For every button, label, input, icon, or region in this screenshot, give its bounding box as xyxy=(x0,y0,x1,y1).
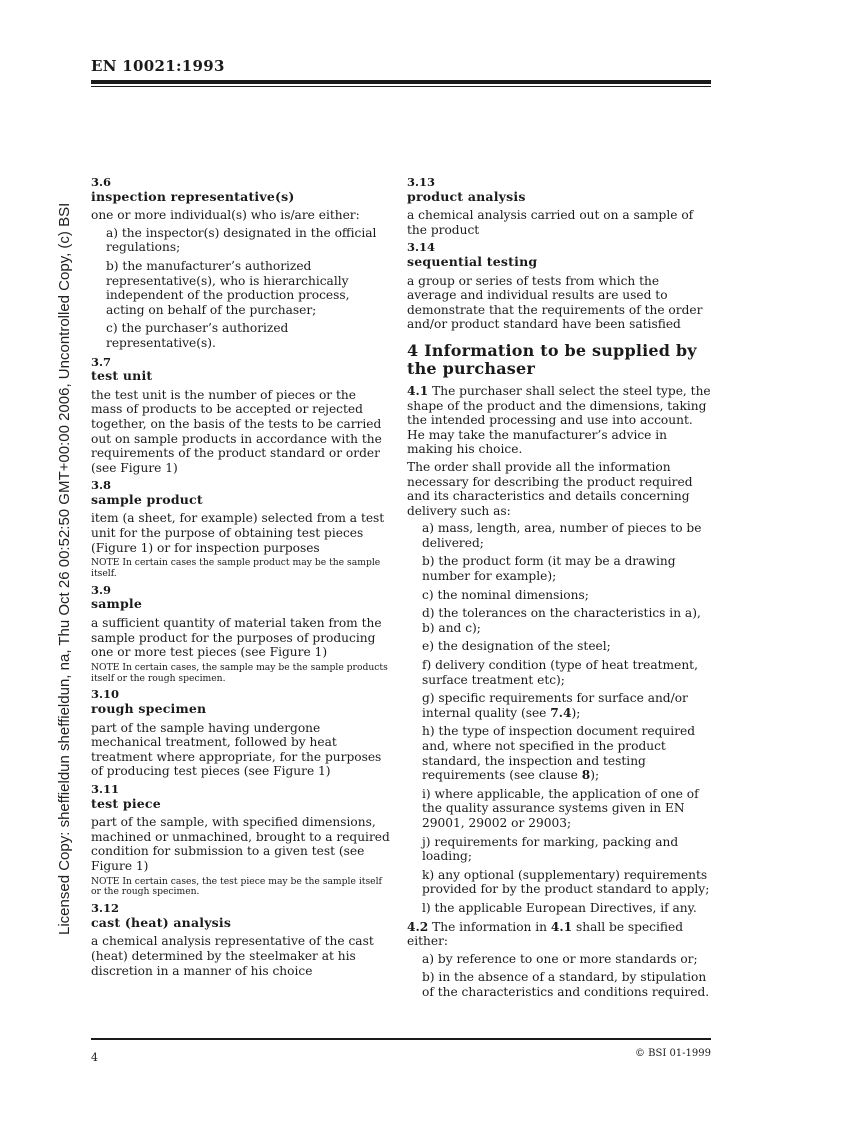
list-item: b) in the absence of a standard, by stipulation of the characteristics and conditions required. xyxy=(422,970,710,999)
section-3-10 xyxy=(91,687,390,779)
clause-heading: 4 Information to be supplied by the purchaser xyxy=(407,340,697,378)
paragraph-text: shall be specified either: xyxy=(407,919,684,949)
paragraph-number: 4.1 xyxy=(407,383,429,398)
list-item: c) the purchaser’s authorized representative(s). xyxy=(106,321,289,350)
page-number: 4 xyxy=(91,1051,98,1064)
item-text: ); xyxy=(571,705,581,720)
section-number: 3.14 xyxy=(407,240,436,255)
paragraph-number: 4.2 xyxy=(407,919,429,934)
term-title: sequential testing xyxy=(407,253,538,269)
term-title: sample product xyxy=(91,491,203,507)
definition-text: one or more individual(s) who is/are either: xyxy=(91,208,360,223)
definition-text: a group or series of tests from which the average and individual results are used to demonstrate that the requirements of the order and/or product standard have been satisfied xyxy=(407,273,703,332)
section-3-14 xyxy=(407,240,711,332)
section-number: 3.6 xyxy=(91,175,112,189)
footer-rule xyxy=(91,1038,711,1040)
list-item: c) the nominal dimensions; xyxy=(422,587,589,602)
list-item xyxy=(407,724,711,782)
note-text: NOTE In certain cases, the test piece may be the sample itself or the rough specimen. xyxy=(91,875,382,898)
term-title: product analysis xyxy=(407,188,526,204)
definition-text: a chemical analysis carried out on a sample of the product xyxy=(407,208,694,237)
list-item: a) the inspector(s) designated in the official regulations; xyxy=(106,225,377,255)
clause-4 xyxy=(407,342,711,1000)
list-item: a) mass, length, area, number of pieces to be delivered; xyxy=(422,521,702,550)
right-column xyxy=(407,172,711,1004)
note-text: NOTE In certain cases the sample product may be the sample itself. xyxy=(91,557,381,580)
list-item xyxy=(407,691,711,720)
section-number: 3.10 xyxy=(91,687,120,702)
list-item: l) the applicable European Directives, if any. xyxy=(422,900,697,915)
list-item: b) the product form (it may be a drawing number for example); xyxy=(422,554,676,584)
section-number: 3.13 xyxy=(407,175,436,189)
section-number: 3.11 xyxy=(91,781,120,796)
section-number: 3.8 xyxy=(91,478,112,493)
section-3-6 xyxy=(91,175,390,351)
paragraph-4-1 xyxy=(407,384,711,457)
section-3-7 xyxy=(91,355,390,476)
section-3-8 xyxy=(91,478,390,580)
list-item: f) delivery condition (type of heat treatment, surface treatment etc); xyxy=(422,658,698,687)
item-text: g) specific requirements for surface and/or internal quality (see xyxy=(422,691,688,720)
list-item: d) the tolerances on the characteristics in a), b) and c); xyxy=(422,606,701,635)
paragraph-4-2 xyxy=(407,920,711,949)
term-title: test unit xyxy=(91,368,153,384)
left-column xyxy=(91,172,390,981)
paragraph-text: The information in xyxy=(428,919,551,934)
clause-reference: 4.1 xyxy=(550,919,573,934)
clause-reference: 8 xyxy=(581,768,591,783)
document-id: EN 10021:1993 xyxy=(91,57,225,75)
definition-text: a sufficient quantity of material taken from the sample product for the purposes of producing one or more test pieces (see Figure 1) xyxy=(91,616,382,660)
definition-text: the test unit is the number of pieces or the mass of products to be accepted or rejected together, on the basis of the tests to be carried out on sample products in accordance with the requirements of the product standard or order (see Figure 1) xyxy=(91,387,382,475)
section-3-9 xyxy=(91,583,390,685)
clause-reference: 7.4 xyxy=(550,705,572,720)
copyright-notice: © BSI 01-1999 xyxy=(634,1048,711,1059)
note-text: NOTE In certain cases, the sample may be the sample products itself or the rough specimen. xyxy=(91,661,388,684)
header-rule-thick xyxy=(91,80,711,84)
term-title: inspection representative(s) xyxy=(91,188,295,204)
definition-text: a chemical analysis representative of the cast (heat) determined by the steelmaker at his discretion in a manner of his choice xyxy=(91,934,374,978)
term-title: test piece xyxy=(91,795,161,811)
definition-text: part of the sample having undergone mechanical treatment, followed by heat treatment where appropriate, for the purposes of producing test pieces (see Figure 1) xyxy=(91,720,382,779)
list-item: a) by reference to one or more standards or; xyxy=(422,951,698,966)
section-number: 3.7 xyxy=(91,354,112,369)
section-3-11 xyxy=(91,782,390,898)
license-watermark: Licensed Copy: sheffieldun sheffieldun, na, Thu Oct 26 00:52:50 GMT+00:00 2006, Uncontrolled Copy, (c) BSI xyxy=(56,202,73,935)
order-paragraph: The order shall provide all the information necessary for describing the product required and its characteristics and details concerning delivery such as: xyxy=(407,459,693,518)
list-item: i) where applicable, the application of one of the quality assurance systems given in EN 29001, 29002 or 29003; xyxy=(422,786,699,830)
list-item: e) the designation of the steel; xyxy=(422,639,611,654)
section-3-12 xyxy=(91,901,390,978)
definition-text: item (a sheet, for example) selected from a test unit for the purpose of obtaining test pieces (Figure 1) or for inspection purposes xyxy=(91,511,385,555)
term-title: sample xyxy=(91,596,143,612)
item-text: h) the type of inspection document required and, where not specified in the product standard, the inspection and testing requirements (see clause xyxy=(422,724,696,783)
section-number: 3.9 xyxy=(91,582,112,597)
item-text: ); xyxy=(590,768,600,783)
header-rule-thin xyxy=(91,86,711,87)
paragraph-text: The purchaser shall select the steel type, the shape of the product and the dimensions, taking the intended processing and use into account. He may take the manufacturer’s advice in making his choice. xyxy=(407,383,711,457)
list-item: j) requirements for marking, packing and loading; xyxy=(422,834,679,864)
section-3-13 xyxy=(407,175,711,237)
list-item: b) the manufacturer’s authorized representative(s), who is hierarchically independent of the production process, acting on behalf of the purchaser; xyxy=(106,258,350,317)
term-title: cast (heat) analysis xyxy=(91,914,232,930)
section-number: 3.12 xyxy=(91,901,120,916)
list-item: k) any optional (supplementary) requirements provided for by the product standard to apply; xyxy=(422,867,710,897)
term-title: rough specimen xyxy=(91,701,207,716)
definition-text: part of the sample, with specified dimensions, machined or unmachined, brought to a required condition for submission to a given test (see Figure 1) xyxy=(91,815,390,873)
